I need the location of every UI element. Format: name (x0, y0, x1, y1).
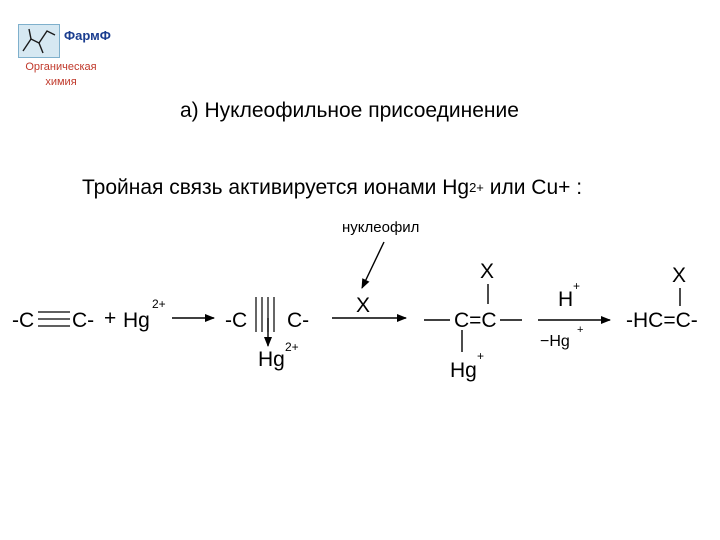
proton: H (558, 288, 574, 311)
nucleophile-label: нуклеофил (342, 219, 420, 236)
intermediate-x: X (480, 260, 495, 283)
intro-middle: или Cu (483, 176, 559, 199)
mercury-charge: 2+ (152, 297, 166, 311)
proton-charge: + (573, 279, 581, 293)
intro-hg-charge: 2+ (469, 180, 484, 195)
nucleophile-pointer-arrow (362, 242, 384, 288)
product-x: X (672, 264, 687, 287)
complex-mercury-charge: 2+ (285, 340, 299, 354)
brand-name: ФармФ (64, 28, 111, 43)
product-core: -HC=C- (626, 309, 698, 332)
intro-after: : (570, 176, 583, 199)
mercury-ion: Hg (123, 309, 150, 332)
intermediate-core: C=C (454, 309, 497, 332)
leaving-mercury: −Hg (540, 333, 570, 350)
subtitle-line-1: Органическая (25, 61, 97, 73)
page-heading: а) Нуклеофильное присоединение (180, 99, 519, 122)
subtitle-line-2: химия (45, 76, 77, 88)
plus-sign: + (104, 307, 117, 330)
alkyne-left-atom: -C (12, 309, 35, 332)
complex-left-atom: -C (225, 309, 248, 332)
alkyne-right-atom: C- (72, 309, 95, 332)
intro-before: Тройная связь активируется ионами Hg (82, 176, 470, 199)
complex-mercury: Hg (258, 348, 285, 371)
intro-cu-charge: + (558, 176, 571, 199)
complex-right-atom: C- (287, 309, 310, 332)
intermediate-mercury-charge: + (477, 349, 485, 363)
vertical-triple-bond (256, 297, 274, 332)
nucleophile: X (356, 294, 371, 317)
leaving-mercury-charge: + (577, 324, 584, 336)
intermediate-mercury: Hg (450, 359, 477, 382)
triple-bond (38, 312, 70, 326)
